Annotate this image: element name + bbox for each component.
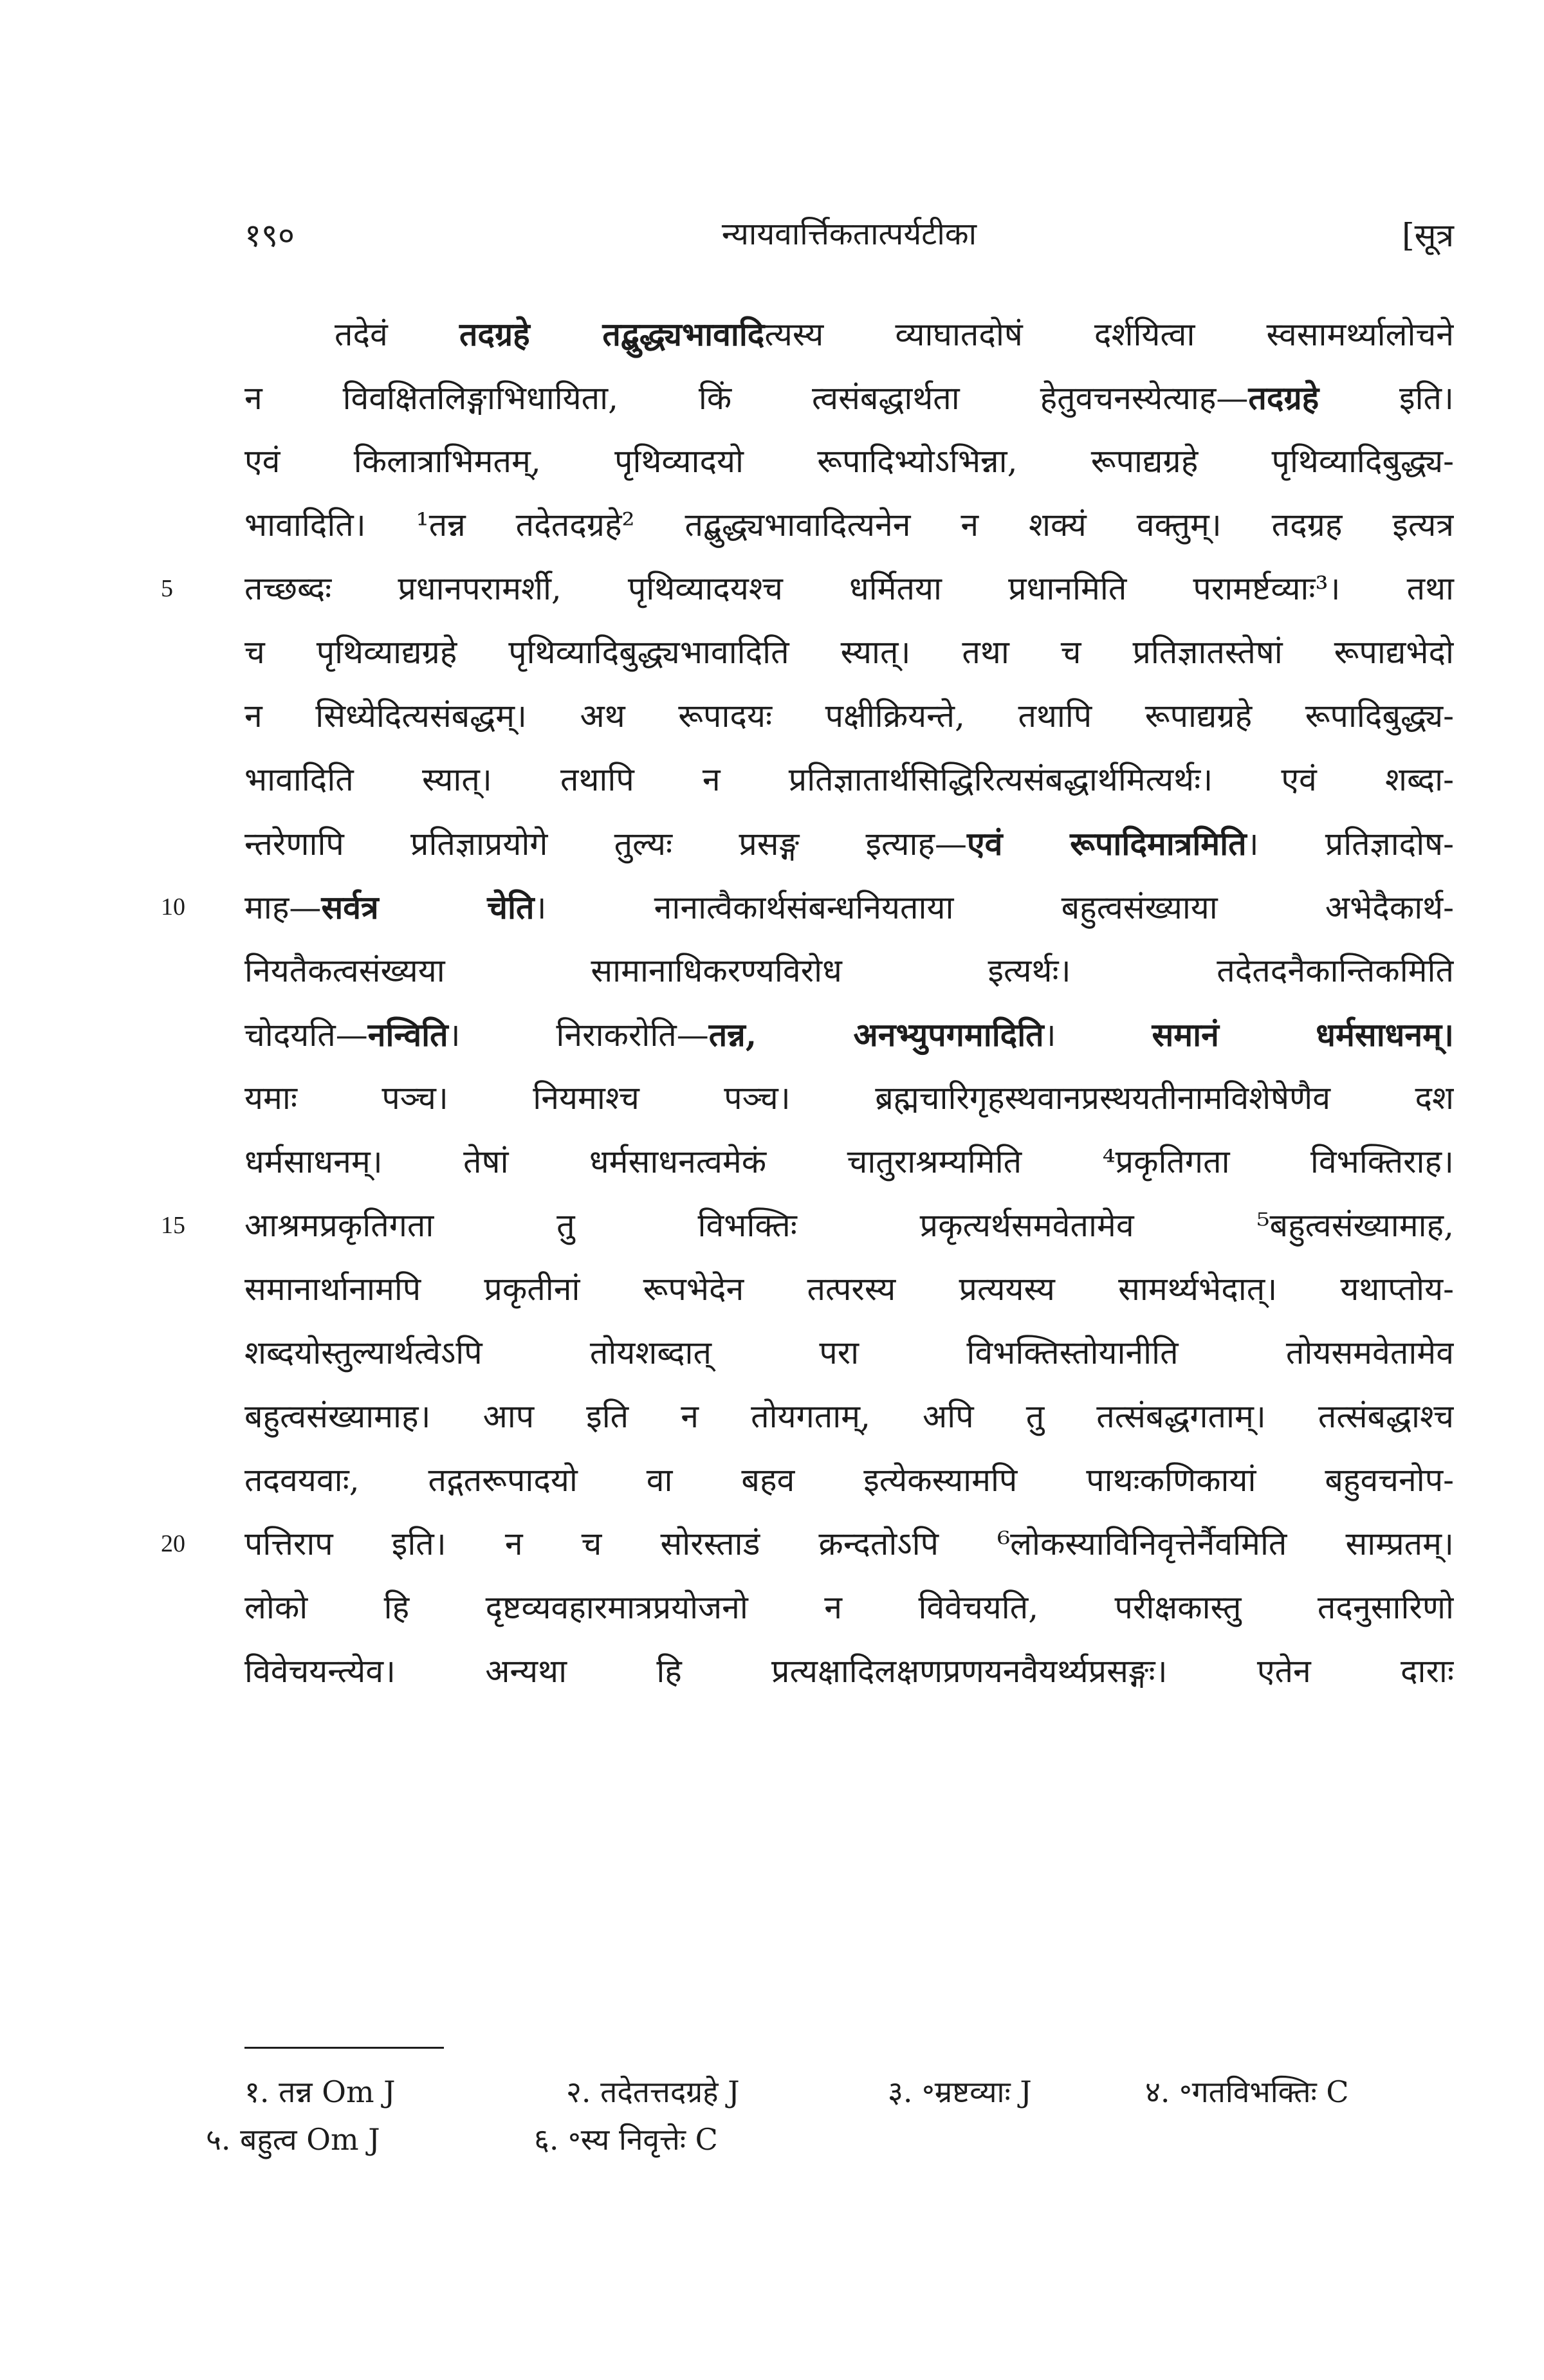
page-number: १९० <box>244 217 295 254</box>
text-segment: शब्दयोस्तुल्यार्थत्वेऽपि तोयशब्दात् परा विभक्तिस्तोयानीति तोयसमवेतामेव <box>244 1334 1454 1371</box>
bold-lemma: तन्न, अनभ्युपगमादिति <box>708 1016 1044 1054</box>
commentary-text <box>161 302 1455 1703</box>
text-segment: । प्रतिज्ञादोष- <box>1246 825 1454 863</box>
text-line <box>244 939 1454 1003</box>
footnote-5: ५. बहुत्व Om J <box>206 2122 380 2157</box>
text-segment: बहुत्वसंख्यामाह। आप इति न तोयगताम्, अपि तु तत्संबद्धगताम्। तत्संबद्धाश्च <box>244 1398 1454 1435</box>
page-header <box>244 212 1454 264</box>
text-segment: विवेचयन्त्येव। अन्यथा हि प्रत्यक्षादिलक्षणप्रणयनवैयर्थ्यप्रसङ्गः। एतेन दाराः <box>244 1652 1454 1690</box>
section-label: [सूत्र <box>1402 217 1454 254</box>
text-segment: चोदयति— <box>244 1016 368 1054</box>
text-segment: धर्मसाधनम्। तेषां धर्मसाधनत्वमेकं चातुराश्रम्यमिति ⁴प्रकृतिगता विभक्तिराह। <box>244 1143 1454 1180</box>
text-segment: लोको हि दृष्टव्यवहारमात्रप्रयोजनो न विवेचयति, परीक्षकास्तु तदनुसारिणो <box>244 1589 1454 1626</box>
footnote-6: ६. ॰स्य निवृत्तेः C <box>534 2122 718 2157</box>
line-number: 5 <box>161 575 173 602</box>
text-line <box>244 1385 1454 1449</box>
text-line <box>244 1449 1454 1512</box>
footnote-2: २. तदेतत्तदग्रहे J <box>566 2074 740 2109</box>
text-line <box>244 1003 1454 1066</box>
bold-lemma: सर्वत्र चेति <box>321 888 535 926</box>
text-segment: न विवक्षितलिङ्गाभिधायिता, किं त्वसंबद्धार्थता हेतुवचनस्येत्याह— <box>244 380 1249 417</box>
text-line <box>161 1194 1454 1258</box>
text-segment: च पृथिव्याद्यग्रहे पृथिव्यादिबुद्ध्यभावादिति स्यात्। तथा च प्रतिज्ञातस्तेषां रूपाद्यभेदो <box>244 634 1454 671</box>
text-segment: न्तरेणापि प्रतिज्ञाप्रयोगे तुल्यः प्रसङ्ग इत्याह— <box>244 825 967 863</box>
text-segment: तदेवं <box>335 316 459 353</box>
text-line <box>244 1576 1454 1640</box>
text-line <box>244 621 1454 684</box>
bold-lemma: एवं रूपादिमात्रमिति <box>967 825 1247 863</box>
bold-lemma: समानं धर्मसाधनम्। <box>1152 1016 1454 1054</box>
text-line <box>161 1512 1454 1576</box>
running-title: न्यायवार्त्तिकतात्पर्यटीका <box>721 216 977 252</box>
text-line <box>244 1640 1454 1703</box>
text-segment: आश्रमप्रकृतिगता तु विभक्तिः प्रकृत्यर्थसमवेतामेव ⁵बहुत्वसंख्यामाह, <box>244 1207 1454 1244</box>
text-segment: । निराकरोति— <box>448 1016 709 1054</box>
text-segment: तच्छब्दः प्रधानपरामर्शी, पृथिव्यादयश्च धर्मितया प्रधानमिति परामर्ष्टव्याः³। तथा <box>244 570 1454 607</box>
footnote-3: ३. ॰म्रष्टव्याः J <box>888 2074 1032 2109</box>
text-segment: न सिध्येदित्यसंबद्धम्। अथ रूपादयः पक्षीक्रियन्ते, तथापि रूपाद्यग्रहे रूपादिबुद्ध्य- <box>244 697 1454 735</box>
text-segment: एवं किलात्राभिमतम्, पृथिव्यादयो रूपादिभ्योऽभिन्ना, रूपाद्यग्रहे पृथिव्यादिबुद्ध्य- <box>244 443 1454 480</box>
text-segment: इति। <box>1319 380 1454 417</box>
footnote-row <box>244 2071 1454 2119</box>
text-line <box>244 1258 1454 1321</box>
text-line <box>244 684 1454 748</box>
footnote-1: १. तन्न Om J <box>244 2074 396 2109</box>
line-number: 10 <box>161 893 185 920</box>
text-segment: तदवयवाः, तद्गतरूपादयो वा बहव इत्येकस्यामपि पाथःकणिकायां बहुवचनोप- <box>244 1461 1454 1499</box>
text-segment: । <box>1043 1016 1152 1054</box>
text-segment: भावादिति। ¹तन्न तदेतदग्रहे² तद्बुद्ध्यभावादित्यनेन न शक्यं वक्तुम्। तदग्रह इत्यत्र <box>244 506 1454 544</box>
text-segment: भावादिति स्यात्। तथापि न प्रतिज्ञातार्थसिद्धिरित्यसंबद्धार्थमित्यर्थः। एवं शब्दा- <box>244 761 1454 798</box>
text-line <box>244 748 1454 812</box>
footnote-4: ४. ॰गतविभक्तिः C <box>1145 2074 1349 2109</box>
bold-lemma: तदग्रहे <box>1248 379 1319 417</box>
text-line <box>244 1066 1454 1130</box>
line-number: 15 <box>161 1212 185 1239</box>
text-line <box>161 557 1454 621</box>
text-segment: नियतैकत्वसंख्यया सामानाधिकरण्यविरोध इत्यर्थः। तदेतदनैकान्तिकमिति <box>244 952 1454 989</box>
footnotes <box>206 2071 1454 2166</box>
text-line <box>244 1130 1454 1194</box>
bold-lemma: तदग्रहे तद्बुद्ध्यभावादि <box>459 315 765 353</box>
text-segment: माह— <box>244 889 322 926</box>
text-segment: यमाः पञ्च। नियमाश्च पञ्च। ब्रह्मचारिगृहस्थवानप्रस्थयतीनामविशेषेणैव दश <box>244 1079 1454 1117</box>
footnote-row <box>206 2119 1454 2166</box>
text-line <box>244 430 1454 493</box>
footnote-rule <box>244 2047 444 2049</box>
text-line <box>244 493 1454 557</box>
bold-lemma: नन्विति <box>367 1016 448 1054</box>
text-line <box>161 875 1455 939</box>
text-segment: त्यस्य व्याघातदोषं दर्शयित्वा स्वसामर्थ्यालोचने <box>764 316 1454 353</box>
text-segment: समानार्थानामपि प्रकृतीनां रूपभेदेन तत्परस्य प्रत्ययस्य सामर्थ्यभेदात्। यथाप्तोय- <box>244 1270 1454 1308</box>
text-line <box>244 812 1454 875</box>
text-line <box>244 366 1454 430</box>
text-line <box>244 1321 1454 1385</box>
text-segment: । नानात्वैकार्थसंबन्धनियताया बहुत्वसंख्याया अभेदैकार्थ- <box>534 889 1455 926</box>
text-line <box>244 302 1454 366</box>
line-number: 20 <box>161 1530 185 1557</box>
text-segment: पत्तिराप इति। न च सोरस्ताडं क्रन्दतोऽपि ⁶लोकस्याविनिवृत्तेर्नैवमिति साम्प्रतम्। <box>244 1525 1454 1562</box>
